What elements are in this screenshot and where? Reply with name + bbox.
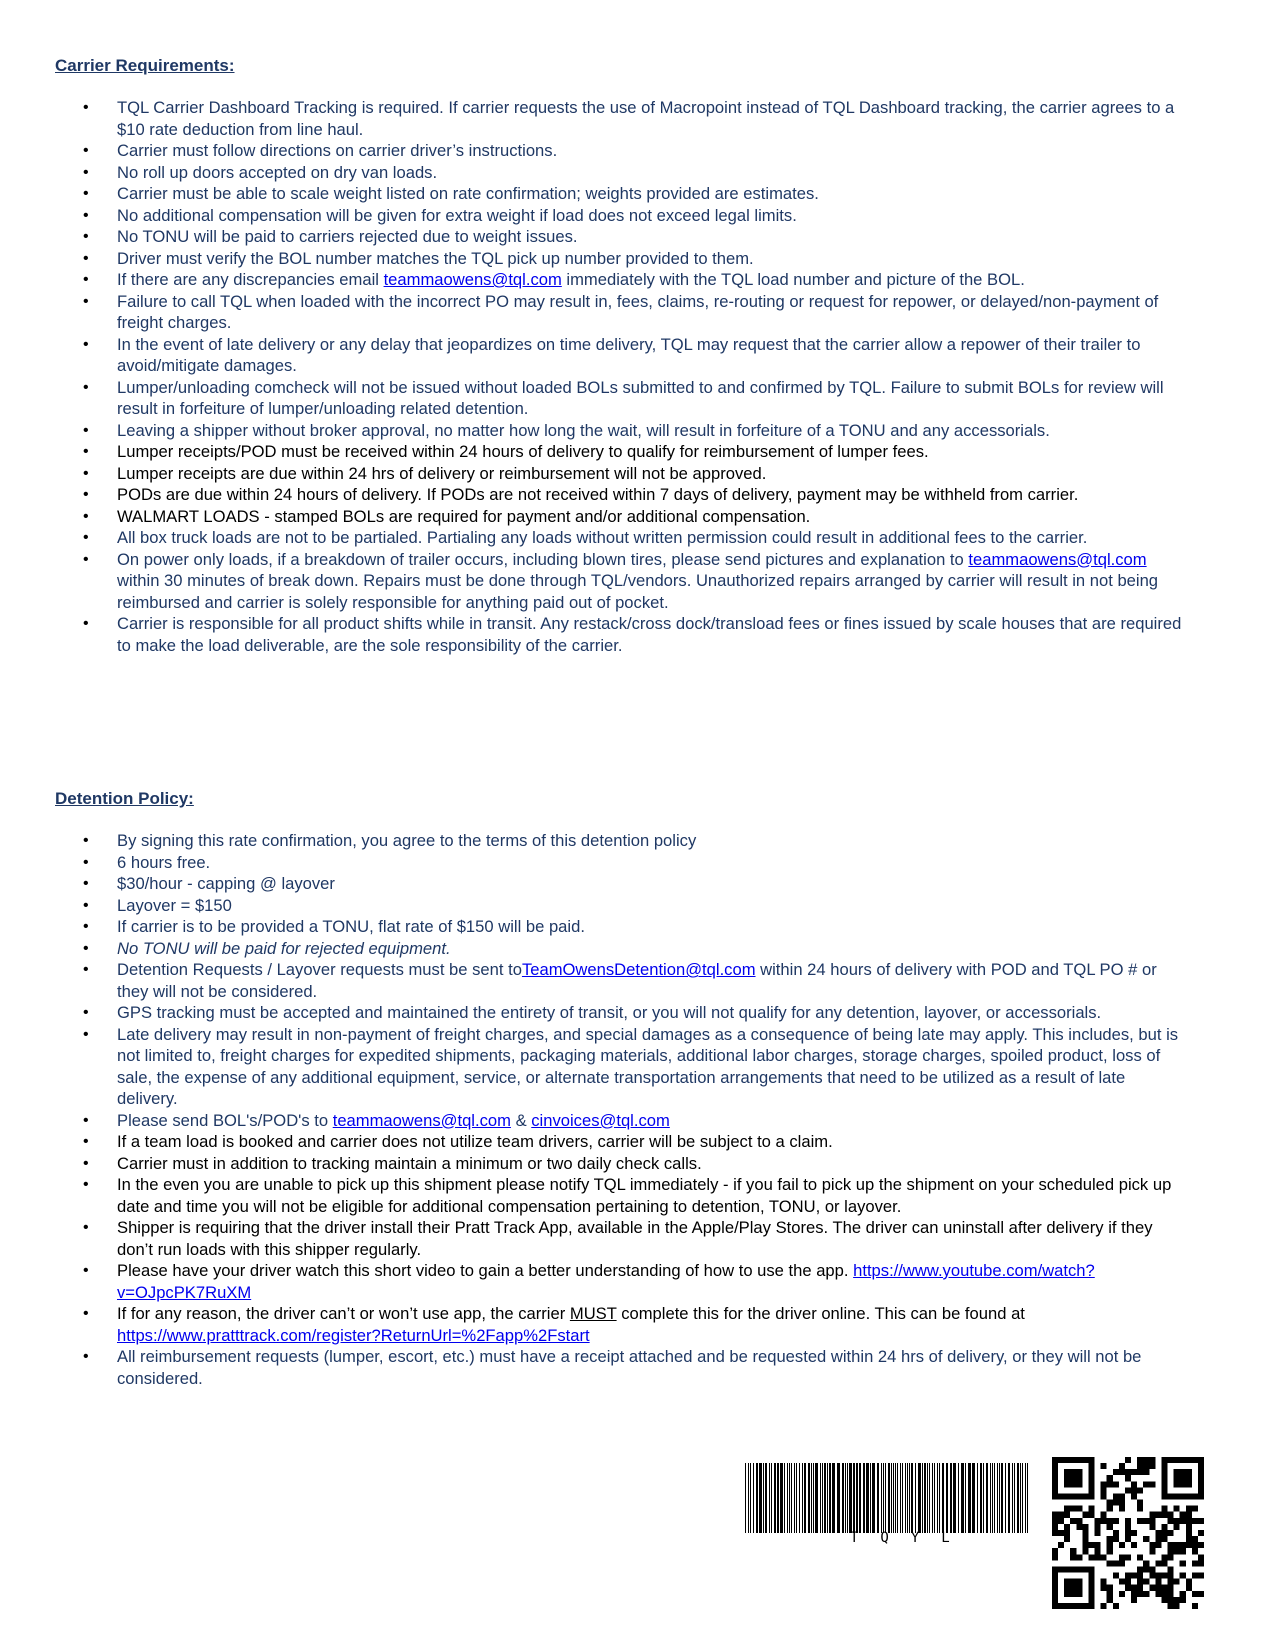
list-item: • Lumper receipts/POD must be received within 24 hours of delivery to qualify for reimbursement of lumper fees. bbox=[83, 442, 929, 461]
carrier-requirements-heading: Carrier Requirements: bbox=[55, 56, 235, 75]
list-item: • No TONU will be paid for rejected equipment. bbox=[83, 938, 451, 958]
youtube-video-link[interactable]: https://www.youtube.com/watch?v=OJpcPK7RuXM bbox=[117, 1261, 1095, 1302]
list-item: • PODs are due within 24 hours of delivery. If PODs are not received within 7 days of delivery, payment may be withheld from carrier. bbox=[83, 485, 1079, 504]
list-item: • WALMART LOADS - stamped BOLs are required for payment and/or additional compensation. bbox=[83, 506, 811, 526]
must-emphasis: MUST bbox=[569, 1304, 617, 1323]
email-link[interactable]: teammaowens@tql.com bbox=[332, 1110, 511, 1130]
list-item: • No additional compensation will be given for extra weight if load does not exceed legal limits. bbox=[83, 205, 797, 225]
list-item: • Please have your driver watch this short video to gain a better understanding of how to use the app. https://www.youtube.com/watch?v=OJpcPK7RuXM bbox=[83, 1261, 1095, 1302]
list-item: • In the event of late delivery or any delay that jeopardizes on time delivery, TQL may request that the carrier allow a repower of their trailer to avoid/mitigate damages. bbox=[83, 334, 1141, 375]
email-link[interactable]: teammaowens@tql.com bbox=[968, 549, 1147, 569]
barcode-icon bbox=[745, 1463, 1030, 1533]
list-item: • Carrier must follow directions on carrier driver’s instructions. bbox=[83, 141, 558, 160]
list-item: • In the even you are unable to pick up this shipment please notify TQL immediately - if you fail to pick up the shipment on your scheduled pick up date and time you will not be eligible for additional compensation pertaining to detention, TONU, or layover. bbox=[83, 1175, 1172, 1216]
list-item: • Carrier is responsible for all product shifts while in transit. Any restack/cross dock/transload fees or fines issued by scale houses that are required to make the load deliverable, are the sole responsibility of the carrier. bbox=[83, 614, 1182, 655]
list-item: • Leaving a shipper without broker approval, no matter how long the wait, will result in forfeiture of a TONU and any accessorials. bbox=[83, 420, 1050, 440]
list-item: • Failure to call TQL when loaded with the incorrect PO may result in, fees, claims, re-routing or request for repower, or delayed/non-payment of freight charges. bbox=[83, 291, 1159, 332]
list-item: • All box truck loads are not to be partialed. Partialing any loads without written permission could result in additional fees to the carrier. bbox=[83, 528, 1088, 547]
list-item: • Lumper/unloading comcheck will not be issued without loaded BOLs submitted to and confirmed by TQL. Failure to submit BOLs for review will result in forfeiture of lumper/unloading related detention. bbox=[83, 377, 1164, 418]
list-item: • No roll up doors accepted on dry van loads. bbox=[83, 162, 438, 182]
detention-policy-heading: Detention Policy: bbox=[55, 789, 194, 808]
list-item: • Driver must verify the BOL number matches the TQL pick up number provided to them. bbox=[83, 248, 754, 268]
barcode-text: TQYL bbox=[850, 1530, 972, 1546]
list-item: • Lumper receipts are due within 24 hrs of delivery or reimbursement will not be approved. bbox=[83, 463, 767, 483]
list-item: • 6 hours free. bbox=[83, 852, 211, 872]
pratt-track-register-link[interactable]: https://www.pratttrack.com/register?ReturnUrl=%2Fapp%2Fstart bbox=[117, 1325, 590, 1345]
list-item: • No TONU will be paid to carriers rejected due to weight issues. bbox=[83, 227, 578, 246]
list-item: • GPS tracking must be accepted and maintained the entirety of transit, or you will not qualify for any detention, layover, or accessorials. bbox=[83, 1003, 1102, 1022]
list-item: • By signing this rate confirmation, you agree to the terms of this detention policy bbox=[83, 831, 697, 850]
qr-code-icon bbox=[1052, 1457, 1204, 1609]
detention-policy-list bbox=[80, 830, 1190, 1389]
list-item: • Please send BOL's/POD's to teammaowens@tql.com & cinvoices@tql.com bbox=[83, 1110, 670, 1130]
list-item: • If for any reason, the driver can’t or won’t use app, the carrier MUST complete this for the driver online. This can be found at https://www.pratttrack.com/register?ReturnUrl=%2Fapp%2Fstart bbox=[83, 1304, 1025, 1345]
list-item: • Carrier must in addition to tracking maintain a minimum or two daily check calls. bbox=[83, 1153, 702, 1173]
list-item: • If carrier is to be provided a TONU, flat rate of $150 will be paid. bbox=[83, 917, 585, 936]
list-item: • On power only loads, if a breakdown of trailer occurs, including blown tires, please send pictures and explanation to teammaowens@tql.com within 30 minutes of break down. Repairs must be done through TQL/vendors. Unauthorized repairs arranged by carrier will result in not being reimbursed and carrier is solely responsible for anything paid out of pocket. bbox=[83, 549, 1159, 612]
list-item: • Detention Requests / Layover requests must be sent toTeamOwensDetention@tql.com within 24 hours of delivery with POD and TQL PO # or they will not be considered. bbox=[83, 960, 1157, 1001]
list-item: • TQL Carrier Dashboard Tracking is required. If carrier requests the use of Macropoint instead of TQL Dashboard tracking, the carrier agrees to a $10 rate deduction from line haul. bbox=[83, 98, 1175, 139]
list-item: • If a team load is booked and carrier does not utilize team drivers, carrier will be subject to a claim. bbox=[83, 1132, 833, 1151]
list-item: • All reimbursement requests (lumper, escort, etc.) must have a receipt attached and be requested within 24 hrs of delivery, or they will not be considered. bbox=[83, 1347, 1142, 1388]
carrier-requirements-list bbox=[80, 97, 1190, 656]
list-item: • $30/hour - capping @ layover bbox=[83, 874, 335, 893]
email-link[interactable]: teammaowens@tql.com bbox=[383, 270, 562, 289]
list-item: • If there are any discrepancies email teammaowens@tql.com immediately with the TQL load number and picture of the BOL. bbox=[83, 270, 1025, 289]
invoices-email-link[interactable]: cinvoices@tql.com bbox=[531, 1110, 670, 1130]
list-item: • Carrier must be able to scale weight listed on rate confirmation; weights provided are estimates. bbox=[83, 184, 819, 203]
list-item: • Layover = $150 bbox=[83, 895, 232, 915]
list-item: • Shipper is requiring that the driver install their Pratt Track App, available in the Apple/Play Stores. The driver can uninstall after delivery if they don’t run loads with this shipper regularly. bbox=[83, 1218, 1153, 1259]
detention-email-link[interactable]: TeamOwensDetention@tql.com bbox=[521, 960, 756, 979]
list-item: • Late delivery may result in non-payment of freight charges, and special damages as a consequence of being late may apply. This includes, but is not limited to, freight charges for expedited shipments, packaging materials, additional labor charges, storage charges, spoiled product, loss of sale, the expense of any additional equipment, service, or alternate transportation arrangements that need to be utilized as a result of late delivery. bbox=[83, 1024, 1179, 1108]
